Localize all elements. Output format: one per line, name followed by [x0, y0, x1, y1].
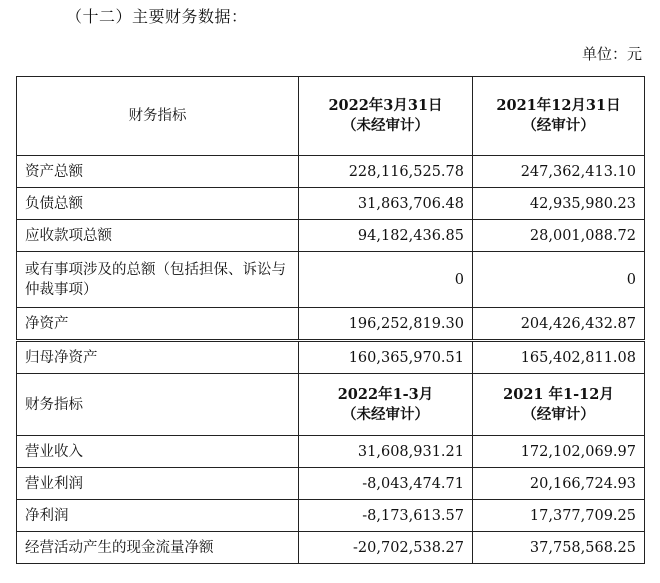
- header-col-2021: [473, 77, 645, 156]
- row-value: 31,608,931.21: [299, 436, 473, 468]
- header-date: 2021年12月31日: [496, 97, 621, 114]
- table-row: [17, 500, 645, 532]
- table-row: [17, 252, 645, 308]
- row-value: 94,182,436.85: [299, 220, 473, 252]
- header-audit-status: （经审计）: [522, 405, 595, 423]
- table-row: [17, 341, 645, 374]
- header-audit-status: （未经审计）: [342, 117, 429, 134]
- unit-label: 单位：元: [581, 45, 642, 63]
- row-value: 228,116,525.78: [299, 156, 473, 188]
- row-label: 归母净资产: [17, 341, 299, 374]
- row-label: 应收款项总额: [17, 220, 299, 252]
- row-label: 净利润: [17, 500, 299, 532]
- table-row: [17, 532, 645, 564]
- row-label: 营业收入: [17, 436, 299, 468]
- row-value: 20,166,724.93: [473, 468, 645, 500]
- row-value: 28,001,088.72: [473, 220, 645, 252]
- header-label: 财务指标: [17, 374, 299, 436]
- row-value: -8,043,474.71: [299, 468, 473, 500]
- row-value: 0: [299, 252, 473, 308]
- table-row: [17, 220, 645, 252]
- row-label: 经营活动产生的现金流量净额: [17, 532, 299, 564]
- row-value: 165,402,811.08: [473, 341, 645, 374]
- row-label: 负债总额: [17, 188, 299, 220]
- row-label: 净资产: [17, 308, 299, 341]
- header-period: 2021 年1-12月: [503, 385, 614, 403]
- header-audit-status: （未经审计）: [342, 405, 429, 423]
- table-row: [17, 468, 645, 500]
- row-value: -8,173,613.57: [299, 500, 473, 532]
- table-row: [17, 436, 645, 468]
- table-row: [17, 308, 645, 341]
- table-header-row: [17, 77, 645, 156]
- financial-data-table: [16, 76, 645, 564]
- row-value: 31,863,706.48: [299, 188, 473, 220]
- header-audit-status: （经审计）: [522, 117, 595, 134]
- row-value: 196,252,819.30: [299, 308, 473, 341]
- row-value: 204,426,432.87: [473, 308, 645, 341]
- section-heading: （十二）主要财务数据：: [66, 7, 248, 26]
- row-label: 营业利润: [17, 468, 299, 500]
- row-label: 或有事项涉及的总额（包括担保、诉讼与仲裁事项）: [17, 252, 299, 308]
- row-value: 37,758,568.25: [473, 532, 645, 564]
- header-col-2022q1: [299, 374, 473, 436]
- row-value: 172,102,069.97: [473, 436, 645, 468]
- header-col-2022q1: [299, 77, 473, 156]
- row-value: 160,365,970.51: [299, 341, 473, 374]
- row-label: 资产总额: [17, 156, 299, 188]
- row-value: 247,362,413.10: [473, 156, 645, 188]
- row-value: -20,702,538.27: [299, 532, 473, 564]
- row-value: 42,935,980.23: [473, 188, 645, 220]
- row-value: 17,377,709.25: [473, 500, 645, 532]
- header-col-2021: [473, 374, 645, 436]
- header-date: 2022年3月31日: [328, 97, 443, 114]
- table-header-row: [17, 374, 645, 436]
- header-label: 财务指标: [17, 77, 299, 156]
- header-period: 2022年1-3月: [337, 385, 434, 403]
- table-row: [17, 188, 645, 220]
- table-row: [17, 156, 645, 188]
- row-value: 0: [473, 252, 645, 308]
